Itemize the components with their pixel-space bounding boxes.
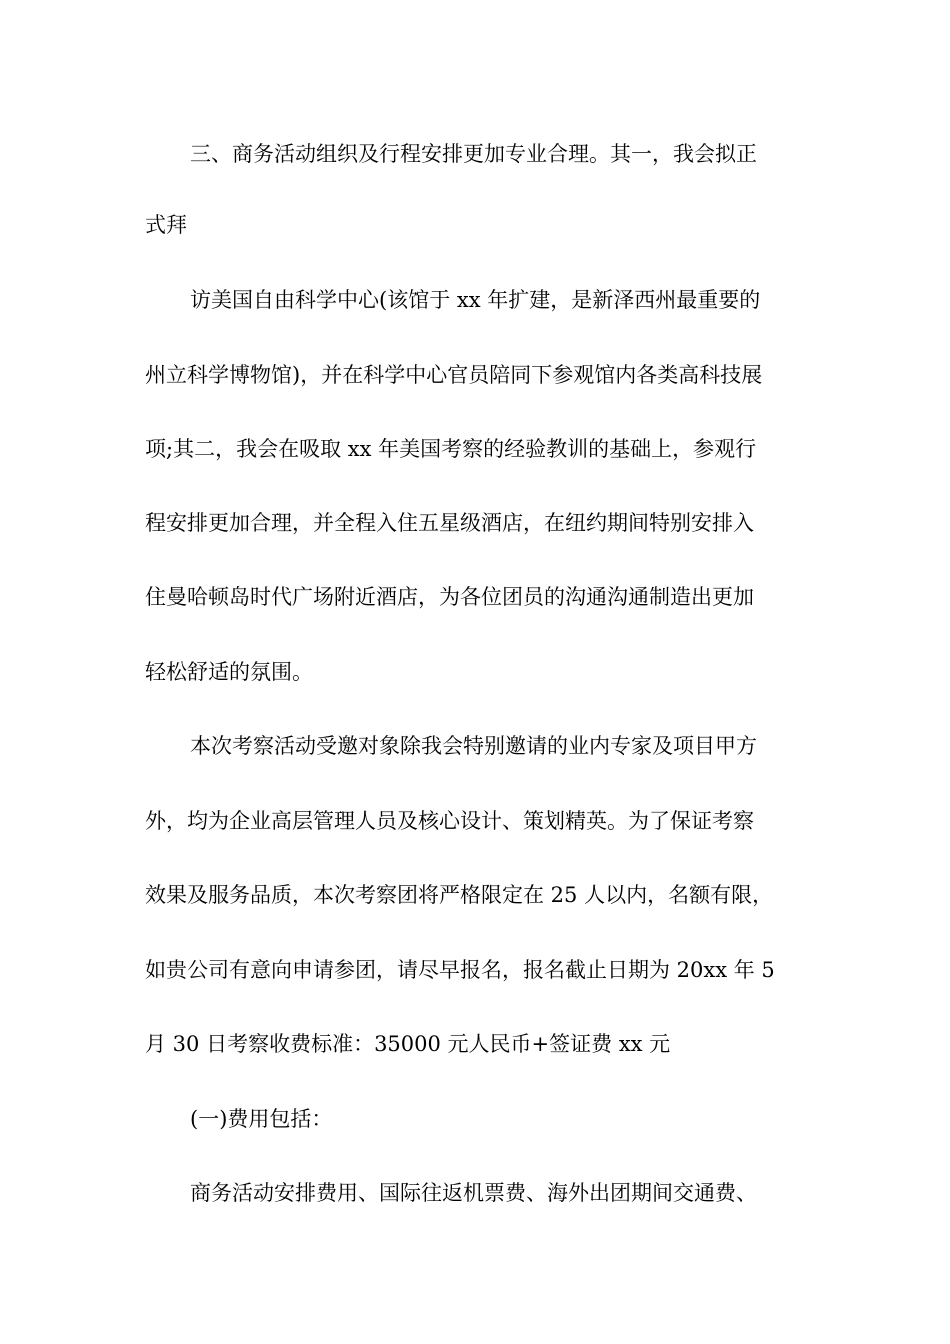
paragraph-line: 州立科学博物馆)，并在科学中心官员陪同下参观馆内各类高科技展 [145, 363, 763, 387]
section-heading: (一)费用包括： [190, 1107, 333, 1131]
paragraph-line: 如贵公司有意向申请参团，请尽早报名，报名截止日期为 20xx 年 5 [145, 958, 775, 982]
paragraph-line: 程安排更加合理，并全程入住五星级酒店，在纽约期间特别安排入 [145, 511, 754, 535]
paragraph-line: 住曼哈顿岛时代广场附近酒店，为各位团员的沟通沟通制造出更加 [145, 585, 754, 609]
paragraph-line: 轻松舒适的氛围。 [145, 660, 313, 684]
paragraph-line: 本次考察活动受邀对象除我会特别邀请的业内专家及项目甲方 [190, 734, 757, 758]
paragraph-line: 外，均为企业高层管理人员及核心设计、策划精英。为了保证考察 [145, 809, 754, 833]
paragraph-line: 效果及服务品质，本次考察团将严格限定在 25 人以内，名额有限， [145, 883, 774, 907]
paragraph-line: 访美国自由科学中心(该馆于 xx 年扩建，是新泽西州最重要的 [190, 288, 761, 312]
paragraph-line: 项;其二，我会在吸取 xx 年美国考察的经验教训的基础上，参观行 [145, 437, 757, 461]
paragraph-line: 式拜 [145, 213, 187, 237]
paragraph-line: 月 30 日考察收费标准：35000 元人民币+签证费 xx 元 [145, 1032, 671, 1056]
paragraph-line: 三、商务活动组织及行程安排更加专业合理。其一，我会拟正 [190, 142, 757, 166]
paragraph-line: 商务活动安排费用、国际往返机票费、海外出团期间交通费、 [190, 1181, 757, 1205]
